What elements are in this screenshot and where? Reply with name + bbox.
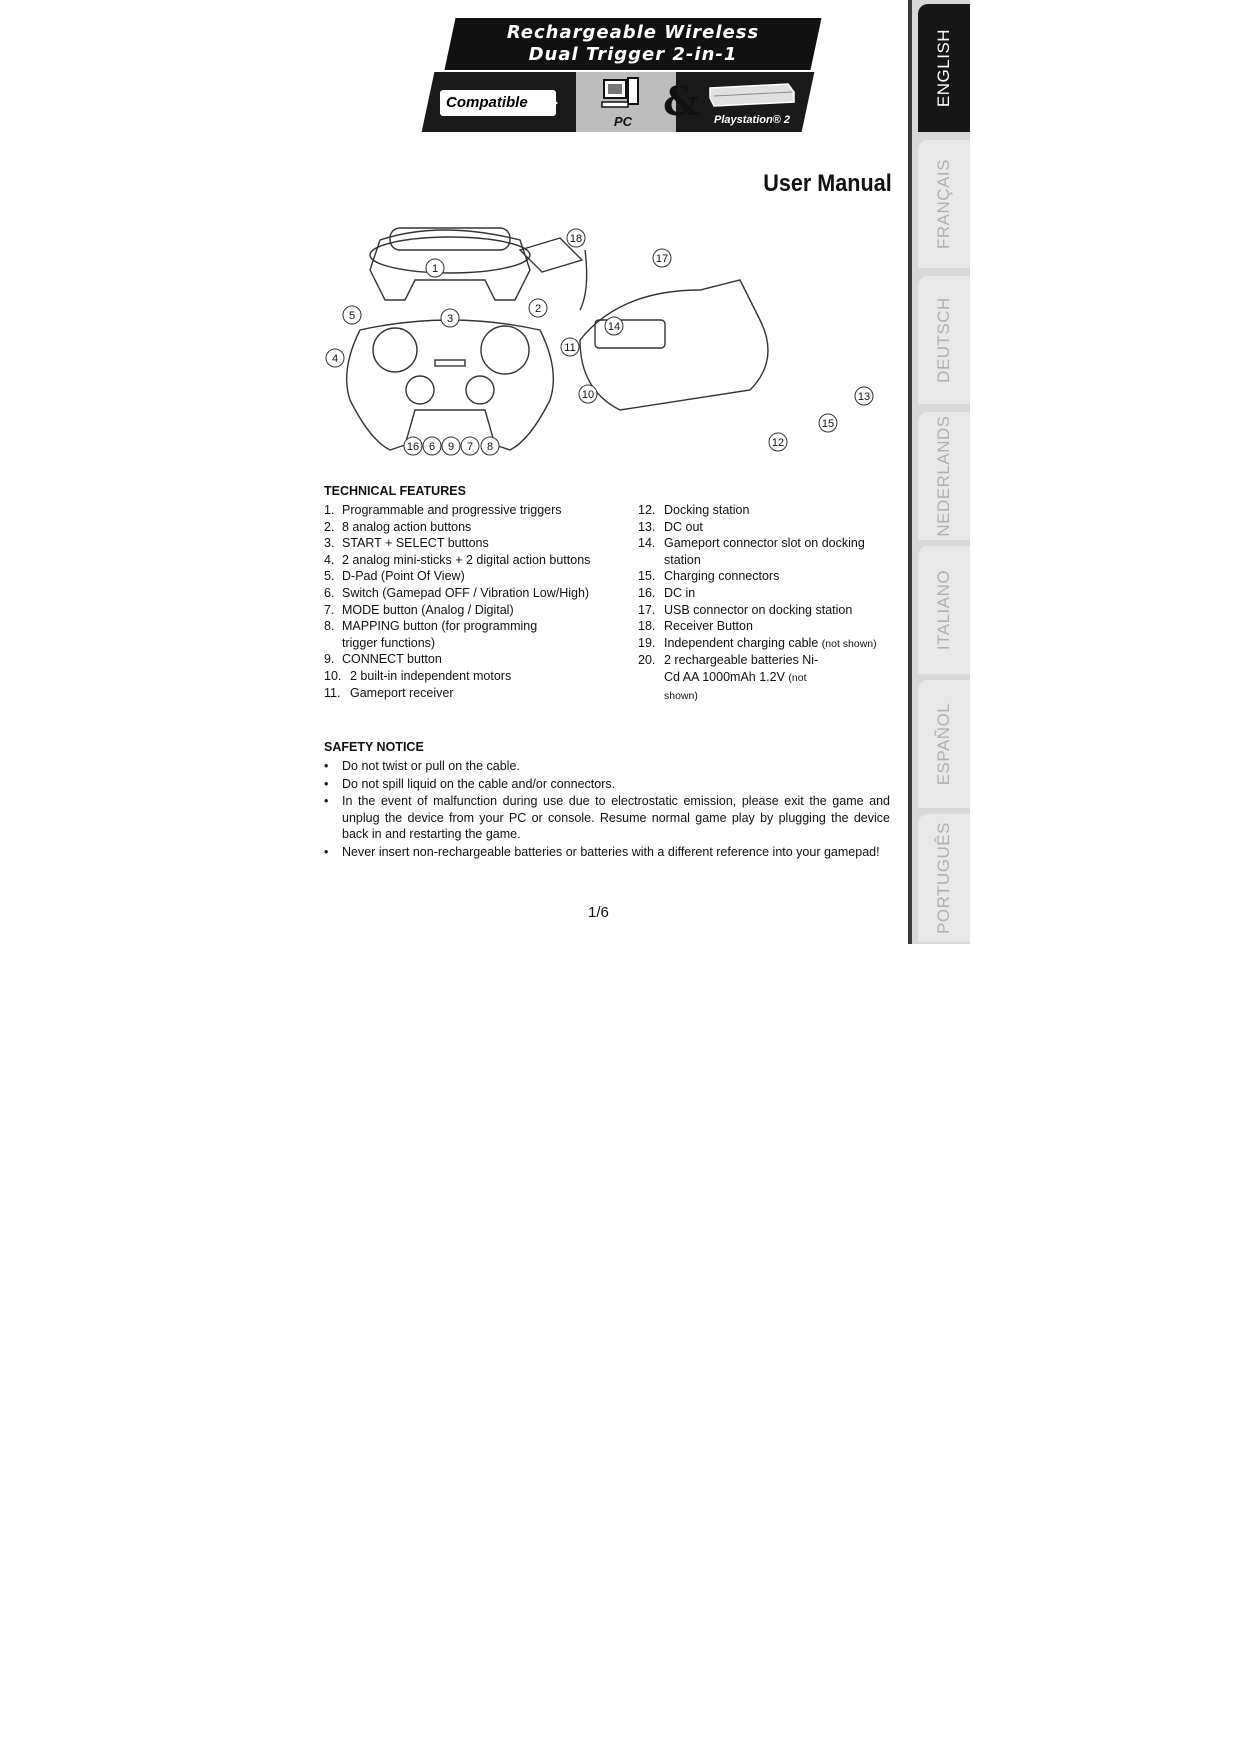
- svg-text:4: 4: [331, 353, 339, 365]
- tab-espanol[interactable]: [918, 680, 970, 808]
- page-number: 1/6: [588, 904, 609, 921]
- list-item: • Never insert non-rechargeable batteries or batteries with a different reference into your gamepad!: [324, 844, 880, 859]
- bullet: •: [324, 776, 329, 791]
- svg-text:2: 2: [534, 303, 542, 315]
- svg-text:8: 8: [486, 441, 494, 453]
- list-item: 20. 2 rechargeable batteries Ni-Cd AA 1000mAh 1.2V (not shown): [638, 653, 819, 702]
- tab-francais-label: FRANÇAIS: [934, 159, 953, 249]
- list-item: • In the event of malfunction during use due to electrostatic emission, please exit the game and unplug the device from your PC or console. Resume normal game play by plugging the device back in and restarting the game.: [324, 794, 890, 842]
- callout-3: [441, 309, 459, 327]
- svg-text:17: 17: [655, 253, 669, 265]
- tab-english-label: ENGLISH: [934, 28, 953, 108]
- tab-francais[interactable]: [918, 140, 970, 268]
- svg-text:16: 16: [406, 441, 420, 453]
- svg-text:1: 1: [431, 263, 439, 275]
- list-item: 3. START + SELECT buttons: [324, 536, 489, 551]
- sidebar-divider: [908, 0, 912, 944]
- callout-4: [326, 349, 344, 367]
- svg-text:9: 9: [447, 441, 455, 453]
- features-list-left: [324, 502, 614, 701]
- safety-list: [324, 758, 890, 862]
- callout-2: [529, 299, 547, 317]
- action-buttons-circle: [481, 326, 529, 374]
- list-item: 2. 8 analog action buttons: [324, 519, 472, 534]
- banner-title: [458, 22, 808, 66]
- dpad-circle: [373, 328, 417, 372]
- svg-text:7: 7: [466, 441, 474, 453]
- list-item: 4. 2 analog mini-sticks + 2 digital action buttons: [324, 552, 591, 567]
- list-item: 8. MAPPING button (for programming trigger functions): [324, 619, 538, 650]
- trigger-highlight-ellipse: [370, 237, 530, 273]
- list-item: 6. Switch (Gamepad OFF / Vibration Low/High): [324, 585, 590, 600]
- features-list-right: [638, 502, 888, 704]
- list-item: 15. Charging connectors: [638, 569, 780, 584]
- playstation-label: Playstation® 2: [714, 114, 790, 126]
- list-item: 13. DC out: [638, 519, 703, 534]
- list-item: 5. D-Pad (Point Of View): [324, 569, 465, 584]
- svg-text:12: 12: [771, 437, 785, 449]
- tab-deutsch-label: DEUTSCH: [934, 297, 953, 383]
- right-stick: [466, 376, 494, 404]
- bullet: •: [324, 844, 329, 859]
- callout-1: [426, 259, 444, 277]
- list-item: • Do not spill liquid on the cable and/or connectors.: [324, 776, 616, 791]
- tab-italiano[interactable]: [918, 546, 970, 674]
- svg-text:10: 10: [581, 389, 595, 401]
- svg-text:13: 13: [857, 391, 871, 403]
- tab-english[interactable]: [918, 4, 970, 132]
- compatible-label: Compatible: [440, 90, 556, 116]
- bullet: •: [324, 759, 329, 773]
- compatible-arrow-icon: [546, 94, 558, 112]
- callout-13: [855, 387, 873, 405]
- list-item: 17. USB connector on docking station: [638, 602, 853, 617]
- list-item: 14. Gameport connector slot on docking station: [638, 536, 865, 567]
- callout-5: [343, 306, 361, 324]
- list-item: 12. Docking station: [638, 503, 750, 517]
- tab-nederlands[interactable]: [918, 412, 970, 540]
- list-item: 16. DC in: [638, 585, 696, 600]
- list-item: 11. Gameport receiver: [324, 685, 454, 700]
- center-buttons: [435, 360, 465, 366]
- not-shown-note: (not shown): [664, 671, 807, 702]
- callout-10: [579, 385, 597, 403]
- callout-14: [605, 317, 623, 335]
- technical-features-heading: TECHNICAL FEATURES: [324, 484, 466, 498]
- tab-portugues-label: PORTUGUÊS: [934, 822, 953, 934]
- list-item: 10. 2 built-in independent motors: [324, 668, 512, 683]
- page-title: User Manual: [763, 170, 892, 197]
- svg-text:14: 14: [607, 321, 621, 333]
- tab-portugues[interactable]: [918, 814, 970, 942]
- gamepad-diagram: [320, 210, 880, 470]
- bullet: •: [324, 794, 329, 809]
- callout-16: [404, 437, 422, 455]
- gamepad-top-view: [370, 230, 530, 300]
- list-item: 1. Programmable and progressive triggers: [324, 503, 562, 517]
- playstation-console-icon: [706, 78, 796, 112]
- list-item: 9. CONNECT button: [324, 652, 442, 667]
- list-item: • Do not twist or pull on the cable.: [324, 759, 520, 773]
- left-stick: [406, 376, 434, 404]
- pc-label: PC: [614, 114, 633, 129]
- svg-text:11: 11: [564, 342, 576, 354]
- svg-text:15: 15: [821, 418, 835, 430]
- callout-6: [423, 437, 441, 455]
- callout-7: [461, 437, 479, 455]
- not-shown-note: (not shown): [821, 637, 877, 650]
- callout-15: [819, 414, 837, 432]
- tab-nederlands-label: NEDERLANDS: [934, 415, 953, 537]
- banner-title-line1: Rechargeable Wireless: [506, 22, 760, 43]
- product-banner: [428, 18, 816, 134]
- callout-17: [653, 249, 671, 267]
- safety-notice-heading: SAFETY NOTICE: [324, 740, 424, 754]
- tab-italiano-label: ITALIANO: [934, 569, 953, 651]
- list-item: 7. MODE button (Analog / Digital): [324, 602, 514, 617]
- svg-text:5: 5: [348, 310, 356, 322]
- svg-text:18: 18: [569, 233, 583, 245]
- gamepad-front-view: [347, 320, 554, 450]
- docking-station: [580, 280, 768, 410]
- svg-text:3: 3: [446, 313, 454, 325]
- list-item: 18. Receiver Button: [638, 619, 753, 634]
- callout-8: [481, 437, 499, 455]
- callout-12: [769, 433, 787, 451]
- tab-deutsch[interactable]: [918, 276, 970, 404]
- callout-9: [442, 437, 460, 455]
- svg-text:6: 6: [428, 441, 436, 453]
- callout-11: [561, 338, 579, 356]
- callout-18: [567, 229, 585, 247]
- ampersand: &: [663, 78, 700, 125]
- tab-espanol-label: ESPAÑOL: [934, 702, 953, 786]
- banner-title-line2: Dual Trigger 2-in-1: [528, 44, 738, 65]
- list-item: 19. Independent charging cable (not shown): [638, 635, 877, 650]
